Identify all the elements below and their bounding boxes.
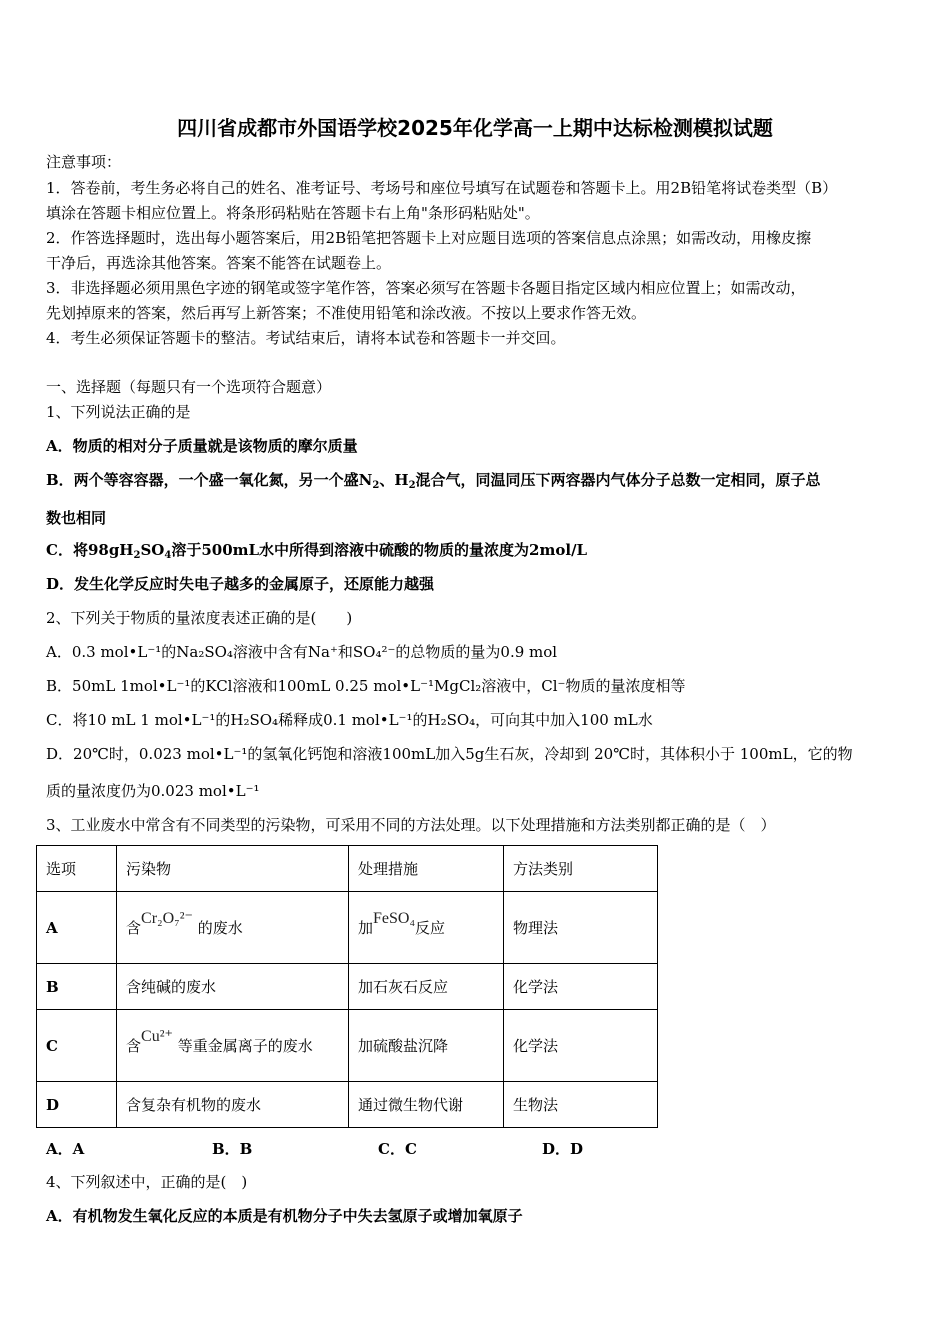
notice-heading: 注意事项： xyxy=(46,153,122,171)
option-d: D．发生化学反应时失电子越多的金属原子，还原能力越强 xyxy=(46,575,435,593)
table-cell-option: B xyxy=(37,964,117,1010)
table-header: 方法类别 xyxy=(504,846,658,892)
table-header: 选项 xyxy=(37,846,117,892)
option-a: A．物质的相对分子质量就是该物质的摩尔质量 xyxy=(46,437,358,455)
page-title: 四川省成都市外国语学校2025年化学高一上期中达标检测模拟试题 xyxy=(177,116,773,140)
option-a: A．0.3 mol•L⁻¹的Na₂SO₄溶液中含有Na⁺和SO₄²⁻的总物质的量为0.9 mol xyxy=(46,643,558,661)
table-row xyxy=(37,1010,658,1082)
option-c: C．将$98gH_2SO_4$溶于500mL水中所得到溶液中硫酸的物质的量浓度为2mol/L xyxy=(46,541,588,561)
option-b-cont: 数也相同 xyxy=(46,509,107,527)
section-heading: 一、选择题（每题只有一个选项符合题意） xyxy=(46,378,332,396)
table-cell-pollutant: 含纯碱的废水 xyxy=(117,964,349,1010)
question-stem: 2、下列关于物质的量浓度表述正确的是( ) xyxy=(46,609,353,627)
table-cell-option: D xyxy=(37,1082,117,1128)
question-stem: 4、下列叙述中，正确的是( ) xyxy=(46,1173,248,1191)
table-cell-option: A xyxy=(37,892,117,964)
answer-option-b: B．B xyxy=(212,1140,253,1158)
table-cell-measure: 加石灰石反应 xyxy=(349,964,504,1010)
option-b: B．50mL 1mol•L⁻¹的KCl溶液和100mL 0.25 mol•L⁻¹MgCl₂溶液中，Cl⁻物质的量浓度相等 xyxy=(46,677,686,695)
notice-line: 4．考生必须保证答题卡的整洁。考试结束后，请将本试卷和答题卡一并交回。 xyxy=(46,329,566,347)
table-header: 处理措施 xyxy=(349,846,504,892)
option-d-cont: 质的量浓度仍为0.023 mol•L⁻¹ xyxy=(46,782,260,800)
option-c: C．将10 mL 1 mol•L⁻¹的H₂SO₄稀释成0.1 mol•L⁻¹的H₂SO₄，可向其中加入100 mL水 xyxy=(46,711,653,729)
notice-line: 2．作答选择题时，选出每小题答案后，用2B铅笔把答题卡上对应题目选项的答案信息点涂黑；如需改动，用橡皮擦 xyxy=(46,229,812,247)
table-cell-type: 物理法 xyxy=(504,892,658,964)
option-d: D．20℃时，0.023 mol•L⁻¹的氢氧化钙饱和溶液100mL加入5g生石灰，冷却到 20℃时，其体积小于 100mL，它的物 xyxy=(46,745,853,763)
option-a: A．有机物发生氧化反应的本质是有机物分子中失去氢原子或增加氧原子 xyxy=(46,1207,523,1225)
answer-option-d: D．D xyxy=(542,1140,584,1158)
table-header-row xyxy=(37,846,658,892)
table-cell-measure: 加硫酸盐沉降 xyxy=(349,1010,504,1082)
table-cell-option: C xyxy=(37,1010,117,1082)
table-row xyxy=(37,1082,658,1128)
table-cell-pollutant: 含Cr₂O₇²⁻ 的废水 xyxy=(117,892,349,964)
pollution-table xyxy=(36,845,658,1128)
answer-option-c: C．C xyxy=(378,1140,417,1158)
table-cell-measure: 加FeSO₄反应 xyxy=(349,892,504,964)
table-cell-type: 化学法 xyxy=(504,964,658,1010)
question-stem: 3、工业废水中常含有不同类型的污染物，可采用不同的方法处理。以下处理措施和方法类别都正确的是（ ） xyxy=(46,816,776,834)
question-stem: 1、下列说法正确的是 xyxy=(46,403,191,421)
table-cell-pollutant: 含Cu²⁺ 等重金属离子的废水 xyxy=(117,1010,349,1082)
table-cell-pollutant: 含复杂有机物的废水 xyxy=(117,1082,349,1128)
notice-line: 先划掉原来的答案，然后再写上新答案；不准使用铅笔和涂改液。不按以上要求作答无效。 xyxy=(46,304,647,322)
option-b: B．两个等容容器，一个盛一氧化氮，另一个盛$N_2$、$H_2$混合气，同温同压下两容器内气体分子总数一定相同，原子总 xyxy=(46,471,821,491)
table-cell-type: 生物法 xyxy=(504,1082,658,1128)
notice-line: 1．答卷前，考生务必将自己的姓名、准考证号、考场号和座位号填写在试题卷和答题卡上。用2B铅笔将试卷类型（B） xyxy=(46,179,838,197)
notice-line: 3．非选择题必须用黑色字迹的钢笔或签字笔作答，答案必须写在答题卡各题目指定区域内相应位置上；如需改动， xyxy=(46,279,806,297)
notice-line: 填涂在答题卡相应位置上。将条形码粘贴在答题卡右上角"条形码粘贴处"。 xyxy=(46,204,540,222)
table-cell-measure: 通过微生物代谢 xyxy=(349,1082,504,1128)
table-row xyxy=(37,964,658,1010)
table-row xyxy=(37,892,658,964)
table-header: 污染物 xyxy=(117,846,349,892)
notice-line: 干净后，再选涂其他答案。答案不能答在试题卷上。 xyxy=(46,254,392,272)
answer-option-a: A．A xyxy=(46,1140,85,1158)
table-cell-type: 化学法 xyxy=(504,1010,658,1082)
